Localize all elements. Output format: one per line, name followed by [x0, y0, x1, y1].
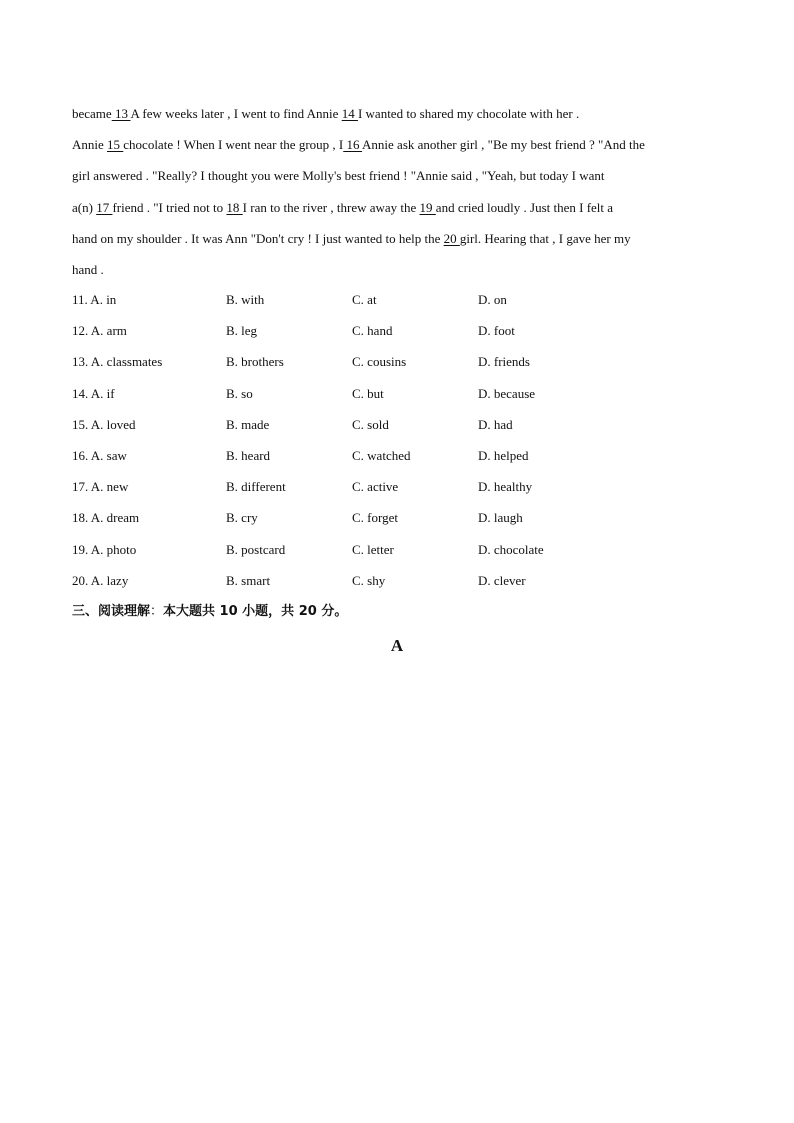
question-row [72, 534, 722, 565]
option-d: D. helped [478, 447, 529, 463]
option-c: C. forget [352, 510, 398, 526]
option-a: 18. A. dream [72, 510, 140, 526]
option-d: D. clever [478, 572, 526, 588]
option-c: C. letter [352, 541, 394, 557]
passage-text: Annie [72, 137, 108, 153]
option-d: D. laugh [478, 510, 523, 526]
option-d: D. because [478, 385, 536, 401]
passage-text: I wanted to shared my chocolate with her . [357, 106, 580, 121]
option-a: 16. A. saw [72, 447, 127, 463]
blank-20: 20 [443, 230, 460, 246]
question-row [72, 284, 722, 315]
option-b: B. different [226, 479, 286, 495]
passage-text: Annie ask another girl , "Be my best friend ? "And the [362, 137, 645, 153]
option-a: 20. A. lazy [72, 572, 129, 588]
question-row [72, 440, 722, 471]
option-c: C. watched [352, 447, 411, 463]
section-description: 本大题共 10 小题，共 20 分。 [163, 604, 348, 619]
option-d: D. chocolate [478, 541, 544, 557]
option-b: B. so [226, 385, 253, 401]
option-c: C. sold [352, 416, 389, 432]
option-a: 14. A. if [72, 385, 115, 401]
part-title: A [390, 636, 404, 655]
passage-text: girl answered . "Really? I thought you were Molly's best friend ! "Annie said , "Yeah, but today I want [72, 168, 605, 184]
passage-text: a(n) [72, 199, 97, 215]
blank-18: 18 [226, 199, 243, 215]
option-b: B. heard [226, 447, 271, 463]
option-b: B. leg [226, 323, 258, 339]
question-row [72, 409, 722, 440]
blank-17: 17 [96, 199, 113, 215]
passage-line [72, 98, 722, 129]
option-d: D. healthy [478, 479, 533, 495]
passage-text: chocolate ! When I went near the group , I [123, 137, 344, 153]
option-b: B. brothers [226, 354, 284, 370]
option-b: B. with [226, 292, 265, 307]
passage-line [72, 192, 722, 223]
option-c: C. active [352, 479, 399, 495]
option-b: B. smart [226, 572, 271, 588]
option-b: B. cry [226, 510, 258, 526]
blank-16: 16 [343, 137, 363, 153]
section-heading [72, 600, 347, 624]
blank-15: 15 [107, 137, 124, 153]
option-c: C. but [352, 385, 384, 401]
option-a: 15. A. loved [72, 416, 136, 432]
option-c: C. cousins [352, 354, 407, 370]
question-row [72, 346, 722, 377]
passage-text: became [72, 106, 112, 121]
passage-text: friend . "I tried not to [112, 199, 227, 215]
question-row [72, 471, 722, 502]
option-a: 17. A. new [72, 479, 129, 495]
blank-13: 13 [111, 106, 131, 121]
blank-14: 14 [341, 106, 358, 121]
passage-text: A few weeks later , I went to find Annie [130, 106, 342, 121]
passage-line [72, 254, 722, 285]
passage-line [72, 223, 722, 254]
option-d: D. had [478, 416, 513, 432]
option-a: 11. A. in [72, 292, 117, 307]
question-options [72, 284, 722, 596]
question-row [72, 565, 722, 596]
option-c: C. hand [352, 323, 393, 339]
blank-19: 19 [419, 199, 436, 215]
option-b: B. postcard [226, 541, 286, 557]
option-b: B. made [226, 416, 270, 432]
passage-text: hand on my shoulder . It was Ann "Don't cry ! I just wanted to help the [72, 230, 444, 246]
section-label: 三、阅读理解 [72, 604, 151, 619]
passage-text: I ran to the river , threw away the [242, 199, 420, 215]
option-a: 12. A. arm [72, 323, 127, 339]
section-colon: ： [150, 604, 164, 619]
option-a: 13. A. classmates [72, 354, 163, 370]
passage-line [72, 129, 722, 160]
question-row [72, 502, 722, 533]
question-row [72, 315, 722, 346]
option-c: C. shy [352, 572, 386, 588]
passage-text: girl. Hearing that , I gave her my [459, 230, 631, 246]
option-c: C. at [352, 292, 377, 307]
option-a: 19. A. photo [72, 541, 137, 557]
cloze-passage [72, 98, 722, 285]
question-row [72, 378, 722, 409]
passage-text: and cried loudly . Just then I felt a [435, 199, 614, 215]
option-d: D. foot [478, 323, 515, 339]
option-d: D. friends [478, 354, 530, 370]
option-d: D. on [478, 292, 507, 307]
passage-text: hand . [72, 261, 104, 277]
passage-line [72, 160, 722, 191]
